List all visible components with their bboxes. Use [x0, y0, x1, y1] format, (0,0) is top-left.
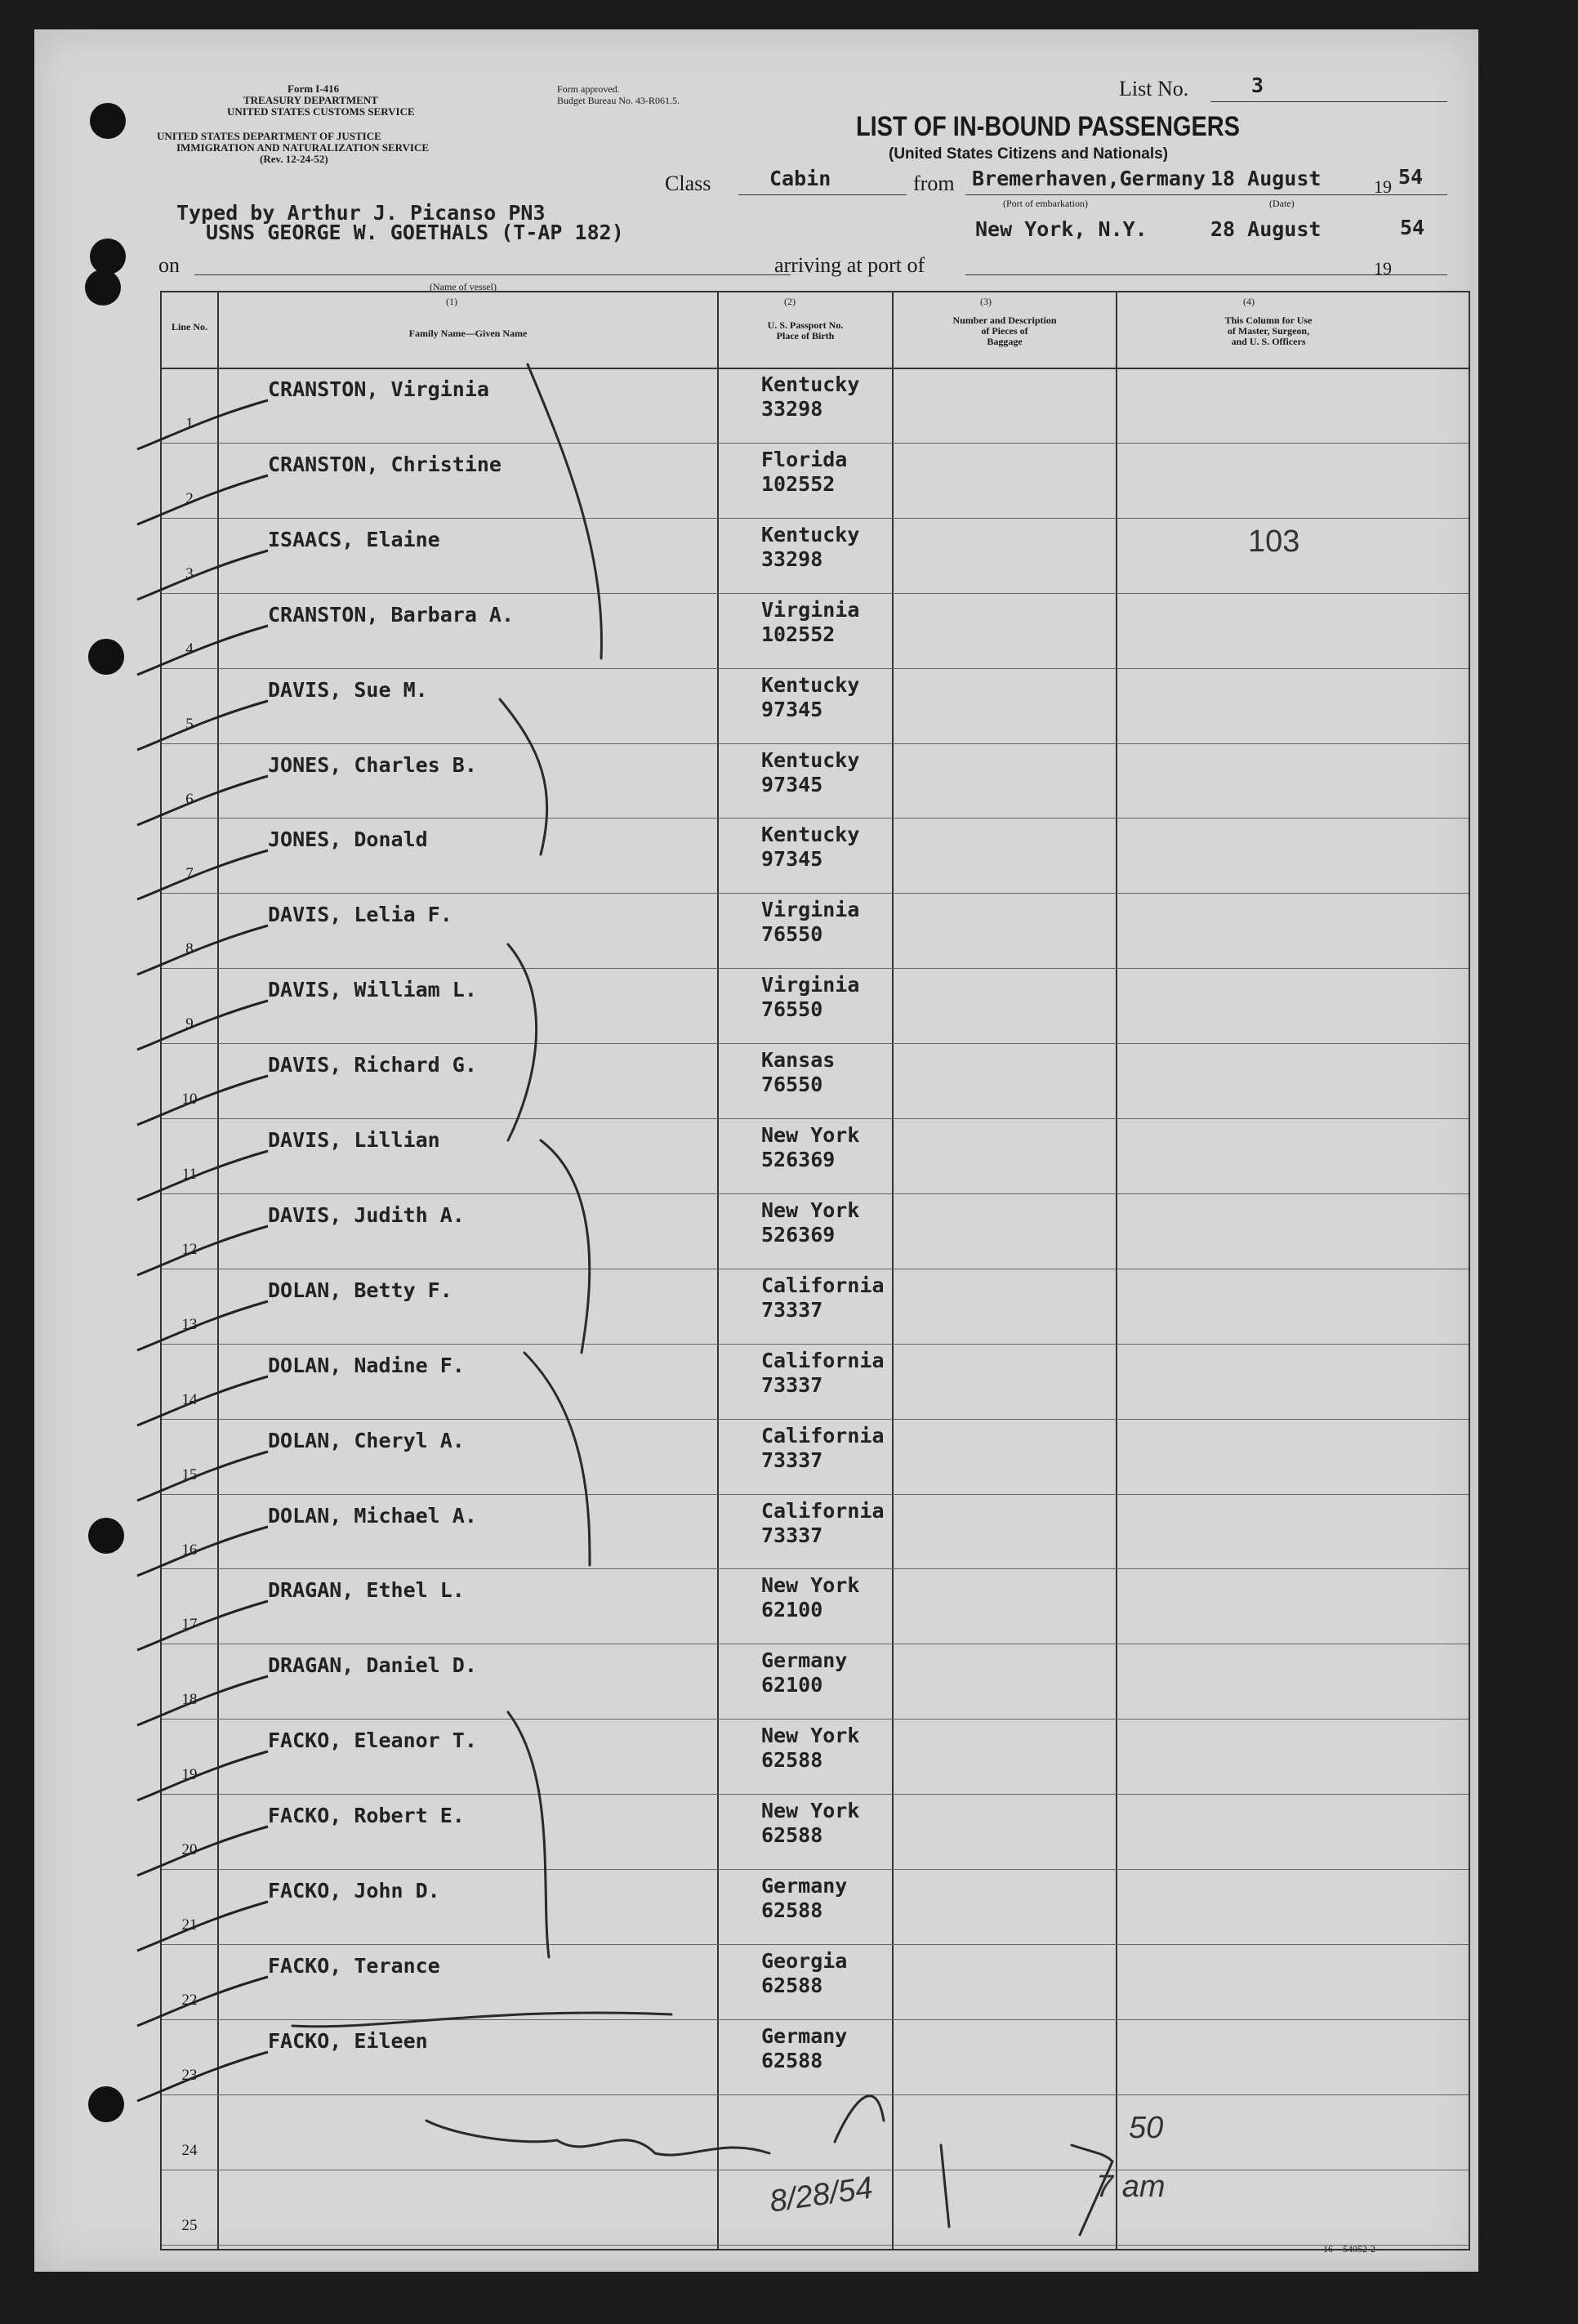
passenger-name: DAVIS, Judith A. — [268, 1202, 465, 1227]
customs-line: UNITED STATES CUSTOMS SERVICE — [227, 105, 415, 118]
list-no-label: List No. — [1119, 77, 1189, 100]
passport-number: 526369 — [761, 1148, 836, 1171]
passenger-name: DRAGAN, Daniel D. — [268, 1653, 477, 1678]
row-separator — [162, 1944, 1469, 1945]
row-separator — [162, 1719, 1469, 1720]
check-mark-icon — [129, 1668, 276, 1733]
vessel-name: USNS GEORGE W. GOETHALS (T-AP 182) — [206, 221, 624, 244]
row-separator — [162, 1344, 1469, 1345]
row-separator — [162, 668, 1469, 669]
place-of-birth: New York — [761, 1198, 860, 1222]
passport-number: 526369 — [761, 1222, 836, 1247]
check-mark-icon — [129, 1969, 276, 2034]
line-number: 13 — [181, 1315, 198, 1333]
header-name: Family Name—Given Name — [408, 328, 528, 339]
passport-number: 97345 — [761, 772, 823, 796]
form-title: LIST OF IN-BOUND PASSENGERS — [856, 111, 1240, 142]
check-mark-icon — [129, 1593, 276, 1658]
passenger-name: DAVIS, Sue M. — [268, 677, 428, 702]
passport-number: 102552 — [761, 471, 836, 496]
revision-line: (Rev. 12-24-52) — [260, 153, 328, 165]
punch-hole — [88, 1518, 124, 1554]
col-2: (2) — [784, 296, 796, 307]
passenger-name: DOLAN, Betty F. — [268, 1278, 452, 1302]
row-separator — [162, 1043, 1469, 1044]
passport-number: 76550 — [761, 922, 823, 947]
date-caption: (Date) — [1269, 198, 1295, 209]
col-4: (4) — [1243, 296, 1255, 307]
header-baggage: Number and Description of Pieces of Baggage — [952, 314, 1057, 347]
place-of-birth: Kentucky — [761, 747, 860, 772]
treasury-line: TREASURY DEPARTMENT — [243, 94, 378, 106]
place-of-birth: New York — [761, 1123, 860, 1147]
check-mark-icon — [129, 618, 276, 683]
line-number: 19 — [181, 1766, 198, 1784]
place-of-birth: Kentucky — [761, 522, 860, 546]
class-label: Class — [665, 172, 711, 195]
check-mark-icon — [129, 392, 276, 457]
check-mark-icon — [129, 1068, 276, 1133]
passenger-name: FACKO, John D. — [268, 1879, 440, 1902]
place-of-birth: California — [761, 1348, 885, 1372]
place-of-birth: Germany — [761, 1648, 848, 1673]
passport-number: 76550 — [761, 997, 823, 1022]
passport-number: 102552 — [761, 622, 836, 646]
passenger-name: CRANSTON, Virginia — [268, 377, 489, 401]
passenger-name: ISAACS, Elaine — [268, 527, 440, 551]
class-value: Cabin — [769, 167, 831, 190]
row-separator — [162, 743, 1469, 744]
typed-by: Typed by Arthur J. Picanso PN3 — [176, 201, 546, 225]
row-separator — [162, 968, 1469, 969]
line-number: 22 — [181, 1991, 198, 2009]
row-separator — [162, 1869, 1469, 1870]
line-number: 7 — [185, 865, 194, 883]
place-of-birth: Germany — [761, 1874, 848, 1898]
line-number: 12 — [181, 1240, 198, 1258]
place-of-birth: New York — [761, 1799, 860, 1823]
passport-number: 76550 — [761, 1073, 823, 1097]
check-mark-icon — [129, 768, 276, 833]
handwritten-time: 7 am — [1096, 2170, 1166, 2204]
line-number: 18 — [181, 1691, 198, 1709]
place-of-birth: Kentucky — [761, 672, 860, 697]
line-number: 16 — [181, 1541, 198, 1559]
header-passport: U. S. Passport No. Place of Birth — [767, 319, 844, 341]
list-no-value: 3 — [1251, 74, 1264, 97]
place-of-birth: Virginia — [761, 973, 860, 997]
row-separator — [162, 1419, 1469, 1420]
budget-bureau: Budget Bureau No. 43-R061.5. — [557, 95, 680, 106]
place-of-birth: California — [761, 1273, 885, 1297]
line-number: 3 — [185, 564, 194, 582]
passenger-name: DOLAN, Michael A. — [268, 1503, 477, 1528]
line-number: 21 — [181, 1916, 198, 1934]
passport-number: 62588 — [761, 1748, 823, 1773]
place-of-birth: New York — [761, 1724, 860, 1748]
place-of-birth: Florida — [761, 447, 848, 471]
place-of-birth: Kentucky — [761, 823, 860, 847]
handwritten-date: 8/28/54 — [767, 2170, 876, 2219]
footer-code: 16—54052-2 — [1323, 2243, 1375, 2255]
passport-number: 97345 — [761, 697, 823, 721]
check-mark-icon — [129, 467, 276, 533]
row-separator — [162, 2019, 1469, 2020]
place-of-birth: Kentucky — [761, 372, 860, 396]
passport-number: 97345 — [761, 847, 823, 872]
col-3: (3) — [980, 296, 992, 307]
passenger-name: DAVIS, Richard G. — [268, 1053, 477, 1077]
handwritten-time-top: 50 — [1129, 2111, 1164, 2145]
punch-hole — [88, 639, 124, 675]
place-of-birth: Virginia — [761, 597, 860, 622]
check-mark-icon — [129, 992, 276, 1058]
check-mark-icon — [129, 1443, 276, 1509]
passport-number: 62100 — [761, 1673, 823, 1697]
place-of-birth: Georgia — [761, 1948, 848, 1973]
manifest-sheet — [34, 29, 1478, 2272]
passenger-name: FACKO, Eleanor T. — [268, 1729, 477, 1753]
departure-year-prefix: 19 — [1374, 176, 1392, 197]
line-number: 14 — [181, 1390, 198, 1408]
row-separator — [162, 1794, 1469, 1795]
col-1: (1) — [446, 296, 457, 307]
line-number: 24 — [181, 2141, 198, 2159]
port-arrival: New York, N.Y. — [975, 217, 1148, 241]
line-number: 23 — [181, 2066, 198, 2084]
passport-number: 62588 — [761, 1823, 823, 1848]
check-mark-icon — [129, 1894, 276, 1959]
passport-number: 73337 — [761, 1372, 823, 1397]
check-mark-icon — [129, 1519, 276, 1584]
check-mark-icon — [129, 1818, 276, 1884]
passport-number: 33298 — [761, 546, 823, 571]
line-number: 4 — [185, 640, 194, 658]
passport-number: 73337 — [761, 1447, 823, 1472]
place-of-birth: Virginia — [761, 898, 860, 922]
passenger-name: DAVIS, Lillian — [268, 1128, 440, 1152]
passenger-table — [160, 291, 1470, 2250]
punch-hole — [90, 103, 126, 139]
arrival-year-prefix: 19 — [1374, 258, 1392, 279]
header-line-no: Line No. — [171, 321, 207, 332]
check-mark-icon — [129, 542, 276, 608]
arrival-date: 28 August — [1210, 217, 1322, 241]
line-number: 2 — [185, 489, 194, 507]
passenger-name: DAVIS, Lelia F. — [268, 903, 452, 927]
port-embarkation: Bremerhaven,Germany — [972, 167, 1206, 190]
row-separator — [162, 1193, 1469, 1194]
line-number: 8 — [185, 940, 194, 958]
punch-hole — [90, 239, 126, 274]
check-mark-icon — [129, 1293, 276, 1358]
passenger-name: DAVIS, William L. — [268, 978, 477, 1002]
punch-hole — [85, 270, 121, 306]
departure-year: 54 — [1398, 165, 1424, 189]
row-separator — [162, 818, 1469, 819]
passport-number: 62588 — [761, 1973, 823, 1997]
arriving-label: arriving at port of — [774, 253, 925, 277]
place-of-birth: California — [761, 1423, 885, 1447]
form-number: Form I-416 — [288, 83, 340, 95]
row-separator — [162, 443, 1469, 444]
row-separator — [162, 593, 1469, 594]
row-separator — [162, 518, 1469, 519]
arrival-year: 54 — [1400, 216, 1425, 239]
line-number: 17 — [181, 1616, 198, 1634]
check-mark-icon — [129, 693, 276, 758]
punch-hole — [88, 2086, 124, 2122]
passport-number: 62588 — [761, 1898, 823, 1922]
passport-number: 73337 — [761, 1523, 823, 1547]
check-mark-icon — [129, 1143, 276, 1208]
row-separator — [162, 2245, 1469, 2246]
row-separator — [162, 2094, 1469, 2095]
passenger-name: DOLAN, Cheryl A. — [268, 1428, 465, 1452]
departure-date: 18 August — [1210, 167, 1322, 190]
line-number: 5 — [185, 715, 194, 733]
passenger-name: DOLAN, Nadine F. — [268, 1353, 465, 1377]
header-officers: This Column for Use of Master, Surgeon, and U. S. Officers — [1224, 314, 1313, 347]
justice-line: UNITED STATES DEPARTMENT OF JUSTICE — [157, 130, 381, 142]
row-separator — [162, 893, 1469, 894]
passport-number: 62100 — [761, 1598, 823, 1622]
passenger-name: FACKO, Robert E. — [268, 1804, 465, 1828]
passenger-name: CRANSTON, Barbara A. — [268, 602, 515, 627]
vessel-caption: (Name of vessel) — [430, 281, 497, 292]
place-of-birth: Kansas — [761, 1048, 836, 1073]
passenger-name: DRAGAN, Ethel L. — [268, 1578, 465, 1603]
port-caption: (Port of embarkation) — [1003, 198, 1088, 209]
check-mark-icon — [129, 917, 276, 983]
from-label: from — [913, 172, 955, 195]
place-of-birth: New York — [761, 1573, 860, 1598]
row-separator — [162, 1494, 1469, 1495]
line-number: 10 — [181, 1091, 198, 1108]
passport-number: 33298 — [761, 397, 823, 421]
line-number: 6 — [185, 790, 194, 808]
line-number: 20 — [181, 1841, 198, 1859]
check-mark-icon — [129, 2044, 276, 2109]
place-of-birth: California — [761, 1498, 885, 1523]
row-separator — [162, 1118, 1469, 1119]
passenger-name: CRANSTON, Christine — [268, 452, 501, 476]
passenger-name: FACKO, Eileen — [268, 2028, 428, 2053]
on-label: on — [158, 253, 180, 277]
check-mark-icon — [129, 1743, 276, 1809]
passenger-name: JONES, Charles B. — [268, 752, 477, 777]
line-number: 1 — [185, 415, 194, 432]
passport-number: 73337 — [761, 1297, 823, 1322]
officer-mark: 103 — [1248, 524, 1300, 559]
passport-number: 62588 — [761, 2048, 823, 2072]
check-mark-icon — [129, 842, 276, 908]
line-number: 11 — [181, 1166, 198, 1183]
passenger-name: FACKO, Terance — [268, 1953, 440, 1978]
line-number: 25 — [181, 2216, 198, 2234]
place-of-birth: Germany — [761, 2023, 848, 2048]
check-mark-icon — [129, 1368, 276, 1434]
form-subtitle: (United States Citizens and Nationals) — [889, 145, 1169, 163]
row-separator — [162, 1568, 1469, 1569]
form-approved: Form approved. — [557, 83, 620, 95]
ins-line: IMMIGRATION AND NATURALIZATION SERVICE — [176, 141, 430, 154]
line-number: 15 — [181, 1465, 198, 1483]
check-mark-icon — [129, 1218, 276, 1283]
passenger-name: JONES, Donald — [268, 827, 428, 852]
line-number: 9 — [185, 1015, 194, 1033]
